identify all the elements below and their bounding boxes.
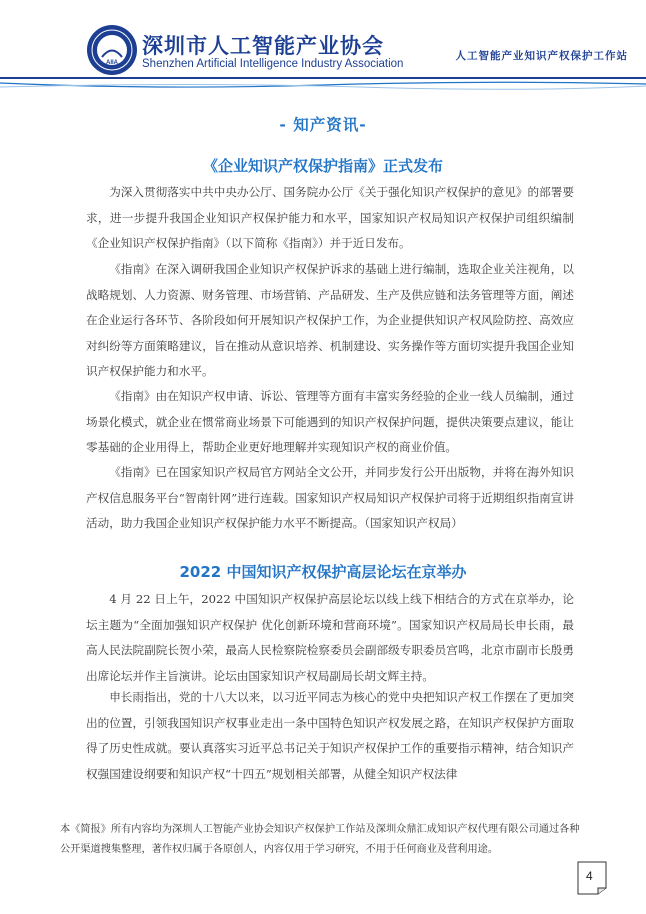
- station-name: 人工智能产业知识产权保护工作站: [455, 50, 628, 62]
- article-2-paragraph: 4 月 22 日上午，2022 中国知识产权保护高层论坛以线上线下相结合的方式在京举办，论坛主题为“全面加强知识产权保护 优化创新环境和营商环境”。国家知识产权局局长申长雨，最高人民法院副院长贺小荣，最高人民检察院检察委员会副部级专职委员宫鸣，北京市副市长殷勇出席论坛并作主旨演讲。论坛由国家知识产权局副局长胡文辉主持。: [86, 592, 574, 683]
- header-divider: [0, 77, 646, 79]
- footer-disclaimer: 本《简报》所有内容均为深圳人工智能产业协会知识产权保护工作站及深圳众鼎汇成知识产权代理有限公司通过各种公开渠道搜集整理，著作权归属于各原创人，内容仅用于学习研究，不用于任何商业及营利用途。: [60, 824, 580, 855]
- article-2-paragraph: 申长雨指出，党的十八大以来，以习近平同志为核心的党中央把知识产权工作摆在了更加突出的位置，引领我国知识产权事业走出一条中国特色知识产权发展之路，在知识产权保护方面取得了历史性成就。要认真落实习近平总书记关于知识产权保护工作的重要指示精神，结合知识产权强国建设纲要和知识产权“十四五”规划相关部署，从健全知识产权法律: [86, 690, 574, 781]
- article-1-paragraph: 为深入贯彻落实中共中央办公厅、国务院办公厅《关于强化知识产权保护的意见》的部署要求，进一步提升我国企业知识产权保护能力和水平，国家知识产权局知识产权保护司组织编制《企业知识产权保护指南》（以下简称《指南》）并于近日发布。: [86, 185, 574, 250]
- article-1-paragraph: 《指南》已在国家知识产权局官方网站全文公开，并同步发行公开出版物，并将在海外知识产权信息服务平台“智南针网”进行连载。国家知识产权局知识产权保护司将于近期组织指南宣讲活动，助力我国企业知识产权保护能力水平不断提高。（国家知识产权局）: [86, 465, 574, 530]
- svg-text:AIIA: AIIA: [106, 60, 118, 66]
- article-1-paragraph: 《指南》由在知识产权申请、诉讼、管理等方面有丰富实务经验的企业一线人员编制，通过场景化模式，就企业在惯常商业场景下可能遇到的知识产权保护问题，提供决策要点建议，能让零基础的企业用得上，帮助企业更好地理解并实现知识产权的商业价值。: [86, 389, 574, 454]
- article-1-title: 《企业知识产权保护指南》正式发布: [202, 157, 443, 175]
- page-header: [0, 0, 646, 98]
- org-name-cn: 深圳市人工智能产业协会: [142, 34, 384, 58]
- section-title: - 知产资讯-: [279, 116, 367, 134]
- page-number: 4: [586, 869, 593, 883]
- org-name-en: Shenzhen Artificial Intelligence Industry Association: [142, 58, 404, 70]
- association-logo: [86, 24, 138, 76]
- header-wave-decoration: [0, 81, 646, 91]
- article-1-paragraph: 《指南》在深入调研我国企业知识产权保护诉求的基础上进行编制，选取企业关注视角，以战略规划、人力资源、财务管理、市场营销、产品研发、生产及供应链和法务管理等方面，阐述在企业运行各环节、各阶段如何开展知识产权保护工作，为企业提供知识产权风险防控、高效应对纠纷等方面策略建议，旨在推动从意识培养、机制建设、实务操作等方面切实提升我国企业知识产权保护能力和水平。: [86, 262, 574, 378]
- article-2-title: 2022 中国知识产权保护高层论坛在京举办: [179, 563, 467, 581]
